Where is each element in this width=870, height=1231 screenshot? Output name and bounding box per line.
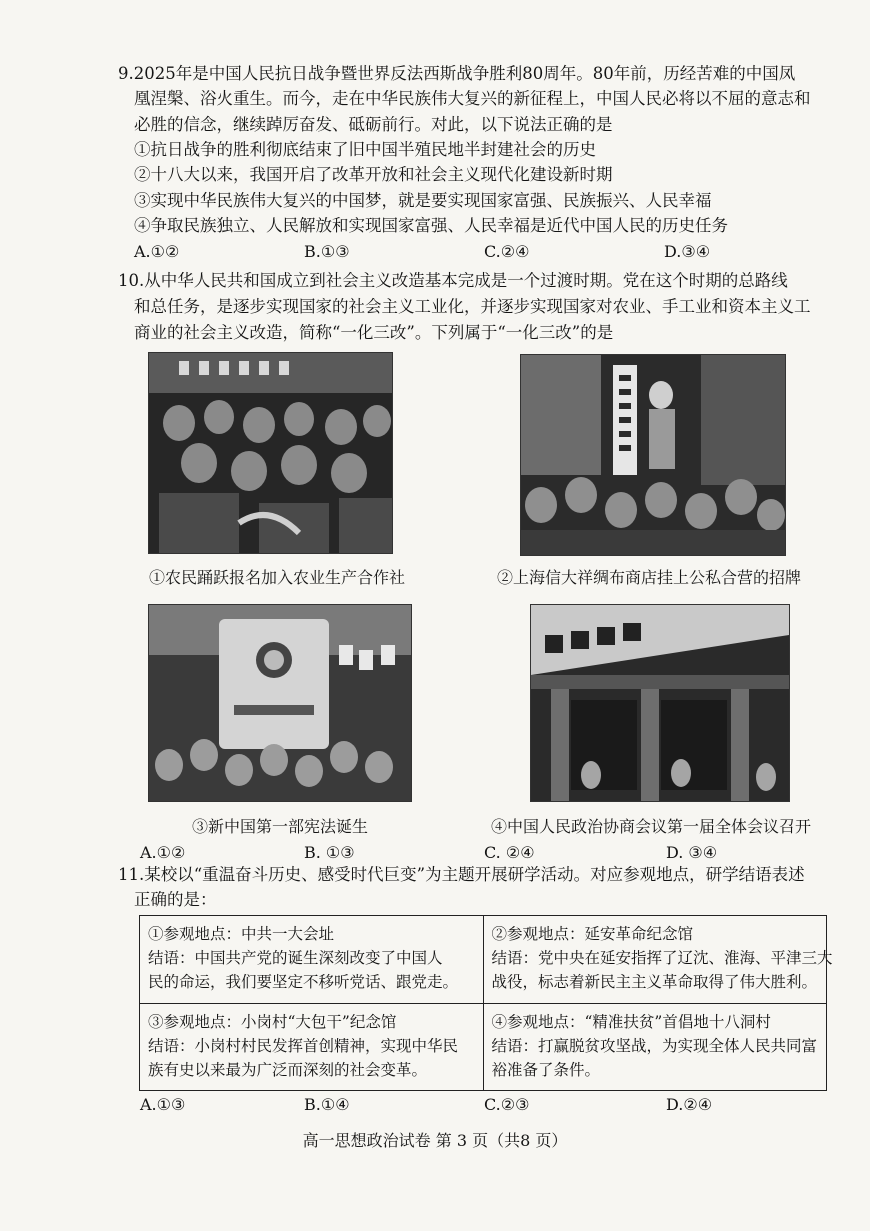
photo-caption-3: ③新中国第一部宪法诞生 <box>191 817 368 836</box>
q11-cell-2 <box>483 916 833 1004</box>
cell-conclusion: 结语：小岗村村民发挥首创精神，实现中华民 <box>148 1036 459 1055</box>
q9-stem-line: 9.2025年是中国人民抗日战争暨世界反法西斯战争胜利80周年。80年前，历经苦难的中国凤 <box>118 64 796 83</box>
photo-caption-4: ④中国人民政治协商会议第一届全体会议召开 <box>490 817 811 836</box>
q10-option-c: C. ②④ <box>484 843 535 862</box>
page-footer: 高一思想政治试卷 第 3 页（共8 页） <box>302 1131 568 1150</box>
cell-location: ④参观地点：“精准扶贫”首倡地十八洞村 <box>491 1012 771 1031</box>
q11-option-d: D.②④ <box>666 1095 713 1114</box>
q9-stem-line: 必胜的信念，继续踔厉奋发、砥砺前行。对此，以下说法正确的是 <box>134 115 613 134</box>
photo-farmers-cooperative <box>148 352 393 554</box>
cell-conclusion: 结语：中国共产党的诞生深刻改变了中国人 <box>148 949 443 967</box>
q11-cell-4 <box>483 1003 827 1091</box>
cell-conclusion: 战役，标志着新民主主义革命取得了伟大胜利。 <box>491 973 818 991</box>
q11-option-c: C.②③ <box>484 1095 530 1114</box>
q9-statement: ②十八大以来，我国开启了改革开放和社会主义现代化建设新时期 <box>134 165 613 184</box>
q10-option-d: D. ③④ <box>666 843 718 862</box>
q10-option-b: B. ①③ <box>304 843 355 862</box>
cell-location: ②参观地点：延安革命纪念馆 <box>491 925 694 943</box>
q11-stem-line: 11.某校以“重温奋斗历史、感受时代巨变”为主题开展研学活动。对应参观地点，研学结语表述 <box>118 865 805 884</box>
photo-first-constitution <box>148 604 412 802</box>
q10-stem-line: 商业的社会主义改造，简称“一化三改”。下列属于“一化三改”的是 <box>134 323 614 342</box>
q9-option-c: C.②④ <box>484 242 530 261</box>
photo-cppcc-first-session <box>530 604 790 802</box>
q11-cell-1 <box>140 916 484 1004</box>
q9-statement: ③实现中华民族伟大复兴的中国梦，就是要实现国家富强、民族振兴、人民幸福 <box>134 191 712 210</box>
cell-conclusion: 民的命运，我们要坚定不移听党话、跟党走。 <box>148 973 459 991</box>
q10-stem-line: 10.从中华人民共和国成立到社会主义改造基本完成是一个过渡时期。党在这个时期的总路线 <box>118 271 788 290</box>
q10-stem-line: 和总任务，是逐步实现国家的社会主义工业化，并逐步实现国家对农业、手工业和资本主义工 <box>134 297 811 316</box>
cell-location: ③参观地点：小岗村“大包干”纪念馆 <box>148 1012 397 1031</box>
q10-option-a: A.①② <box>140 843 186 862</box>
q11-option-b: B.①④ <box>304 1095 350 1114</box>
q9-statement: ①抗日战争的胜利彻底结束了旧中国半殖民地半封建社会的历史 <box>134 140 596 159</box>
q11-stem-line: 正确的是： <box>134 890 217 909</box>
cell-conclusion: 结语：打赢脱贫攻坚战，为实现全体人民共同富 <box>491 1036 818 1055</box>
photo-caption-2: ②上海信大祥绸布商店挂上公私合营的招牌 <box>496 568 801 587</box>
cell-location: ①参观地点：中共一大会址 <box>148 925 335 943</box>
cell-conclusion: 裕准备了条件。 <box>491 1060 601 1079</box>
q9-stem-line: 凰涅槃、浴火重生。而今，走在中华民族伟大复兴的新征程上，中国人民必将以不屈的意志和 <box>134 89 811 108</box>
q9-option-b: B.①③ <box>304 242 350 261</box>
cell-conclusion: 结语：党中央在延安指挥了辽沈、淮海、平津三大 <box>491 949 833 967</box>
q9-option-d: D.③④ <box>664 242 711 261</box>
photo-shop-public-private-sign <box>520 354 786 556</box>
photo-caption-1: ①农民踊跃报名加入农业生产合作社 <box>148 568 405 587</box>
q9-statement: ④争取民族独立、人民解放和实现国家富强、人民幸福是近代中国人民的历史任务 <box>134 216 728 235</box>
q11-table <box>139 915 833 1091</box>
q9-option-a: A.①② <box>134 242 180 261</box>
cell-conclusion: 族有史以来最为广泛而深刻的社会变革。 <box>148 1060 428 1079</box>
q11-cell-3 <box>140 1003 484 1091</box>
q11-option-a: A.①③ <box>140 1095 186 1114</box>
